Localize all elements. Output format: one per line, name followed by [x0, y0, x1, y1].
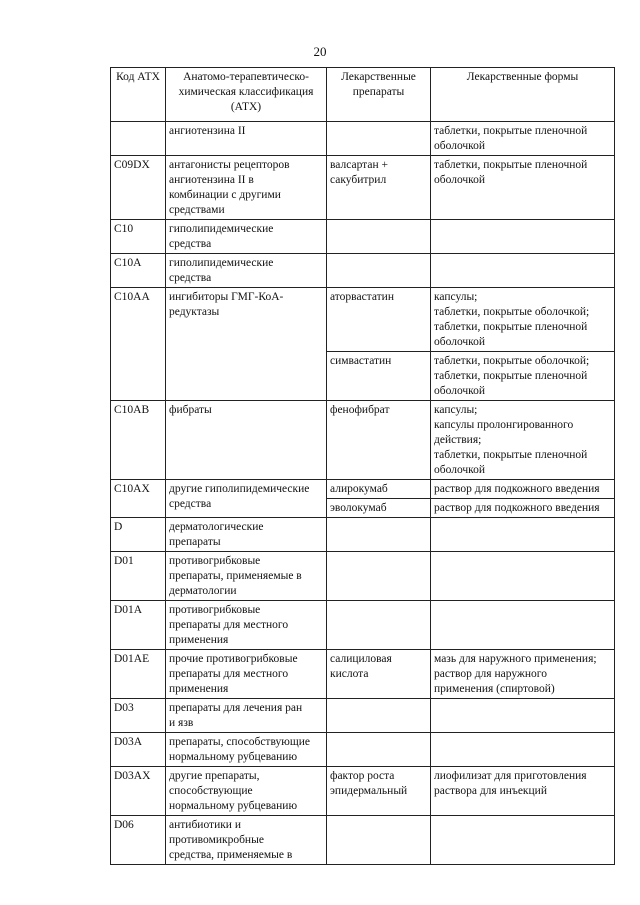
drug-cell: фенофибрат — [327, 401, 431, 480]
table-row — [111, 601, 615, 650]
classification-cell: фибраты — [166, 401, 327, 480]
dosage-form-cell — [431, 699, 615, 733]
header-drugs: Лекарственные препараты — [327, 68, 431, 122]
table-row — [111, 816, 615, 865]
atc-code-cell — [111, 122, 166, 156]
dosage-form-cell — [431, 518, 615, 552]
drug-cell: алирокумаб — [327, 480, 431, 499]
atc-code-cell: C10A — [111, 254, 166, 288]
table-row — [111, 733, 615, 767]
table-row — [111, 650, 615, 699]
dosage-form-cell — [431, 220, 615, 254]
classification-cell: противогрибковые препараты, применяемые в дерматологии — [166, 552, 327, 601]
classification-cell: препараты, способствующие нормальному рубцеванию — [166, 733, 327, 767]
dosage-form-cell: раствор для подкожного введения — [431, 480, 615, 499]
drug-cell: эволокумаб — [327, 499, 431, 518]
table-row — [111, 552, 615, 601]
drug-cell: симвастатин — [327, 352, 431, 401]
header-dosage-forms: Лекарственные формы — [431, 68, 615, 122]
drug-cell — [327, 518, 431, 552]
atc-code-cell: C10AB — [111, 401, 166, 480]
drug-cell: аторвастатин — [327, 288, 431, 352]
table-row — [111, 401, 615, 480]
classification-cell: прочие противогрибковые препараты для местного применения — [166, 650, 327, 699]
drug-cell — [327, 552, 431, 601]
drug-cell — [327, 601, 431, 650]
dosage-form-cell — [431, 552, 615, 601]
dosage-form-cell: мазь для наружного применения; раствор для наружного применения (спиртовой) — [431, 650, 615, 699]
classification-cell: антибиотики и противомикробные средства, применяемые в — [166, 816, 327, 865]
classification-cell: другие гиполипидемические средства — [166, 480, 327, 518]
drug-cell — [327, 816, 431, 865]
table-row — [111, 518, 615, 552]
table-row — [111, 288, 615, 352]
header-atc-code: Код АТХ — [111, 68, 166, 122]
classification-cell: ингибиторы ГМГ-КоА- редуктазы — [166, 288, 327, 401]
atc-code-cell: D01 — [111, 552, 166, 601]
classification-cell: другие препараты, способствующие нормальному рубцеванию — [166, 767, 327, 816]
atc-code-cell: C10AA — [111, 288, 166, 401]
atc-code-cell: C09DX — [111, 156, 166, 220]
classification-cell: ангиотензина II — [166, 122, 327, 156]
classification-cell: противогрибковые препараты для местного применения — [166, 601, 327, 650]
dosage-form-cell: капсулы; таблетки, покрытые оболочкой; таблетки, покрытые пленочной оболочкой — [431, 288, 615, 352]
page-number: 20 — [313, 44, 327, 59]
atc-code-cell: D01A — [111, 601, 166, 650]
drug-cell — [327, 733, 431, 767]
table-row — [111, 767, 615, 816]
dosage-form-cell — [431, 816, 615, 865]
atc-drug-table — [110, 67, 615, 865]
classification-cell: препараты для лечения ран и язв — [166, 699, 327, 733]
table-row — [111, 699, 615, 733]
table-row — [111, 156, 615, 220]
dosage-form-cell — [431, 733, 615, 767]
table-row — [111, 480, 615, 499]
drug-cell — [327, 122, 431, 156]
dosage-form-cell: таблетки, покрытые оболочкой; таблетки, покрытые пленочной оболочкой — [431, 352, 615, 401]
atc-code-cell: D01AE — [111, 650, 166, 699]
table-row — [111, 254, 615, 288]
dosage-form-cell: капсулы; капсулы пролонгированного действия; таблетки, покрытые пленочной оболочкой — [431, 401, 615, 480]
header-atc-classification: Анатомо-терапевтическо- химическая классификация (АТХ) — [166, 68, 327, 122]
dosage-form-cell: лиофилизат для приготовления раствора для инъекций — [431, 767, 615, 816]
classification-cell: гиполипидемические средства — [166, 254, 327, 288]
drug-cell — [327, 254, 431, 288]
drug-cell: валсартан + сакубитрил — [327, 156, 431, 220]
atc-code-cell: C10 — [111, 220, 166, 254]
atc-code-cell: D — [111, 518, 166, 552]
dosage-form-cell: таблетки, покрытые пленочной оболочкой — [431, 156, 615, 220]
atc-code-cell: D06 — [111, 816, 166, 865]
dosage-form-cell — [431, 254, 615, 288]
drug-cell: салициловая кислота — [327, 650, 431, 699]
drug-cell — [327, 220, 431, 254]
atc-code-cell: D03 — [111, 699, 166, 733]
dosage-form-cell: таблетки, покрытые пленочной оболочкой — [431, 122, 615, 156]
classification-cell: дерматологические препараты — [166, 518, 327, 552]
atc-code-cell: D03A — [111, 733, 166, 767]
atc-code-cell: C10AX — [111, 480, 166, 518]
table-row — [111, 122, 615, 156]
atc-code-cell: D03AX — [111, 767, 166, 816]
table-row — [111, 220, 615, 254]
classification-cell: гиполипидемические средства — [166, 220, 327, 254]
drug-cell — [327, 699, 431, 733]
dosage-form-cell — [431, 601, 615, 650]
drug-cell: фактор роста эпидермальный — [327, 767, 431, 816]
table-header-row — [111, 68, 615, 122]
classification-cell: антагонисты рецепторов ангиотензина II в комбинации с другими средствами — [166, 156, 327, 220]
dosage-form-cell: раствор для подкожного введения — [431, 499, 615, 518]
